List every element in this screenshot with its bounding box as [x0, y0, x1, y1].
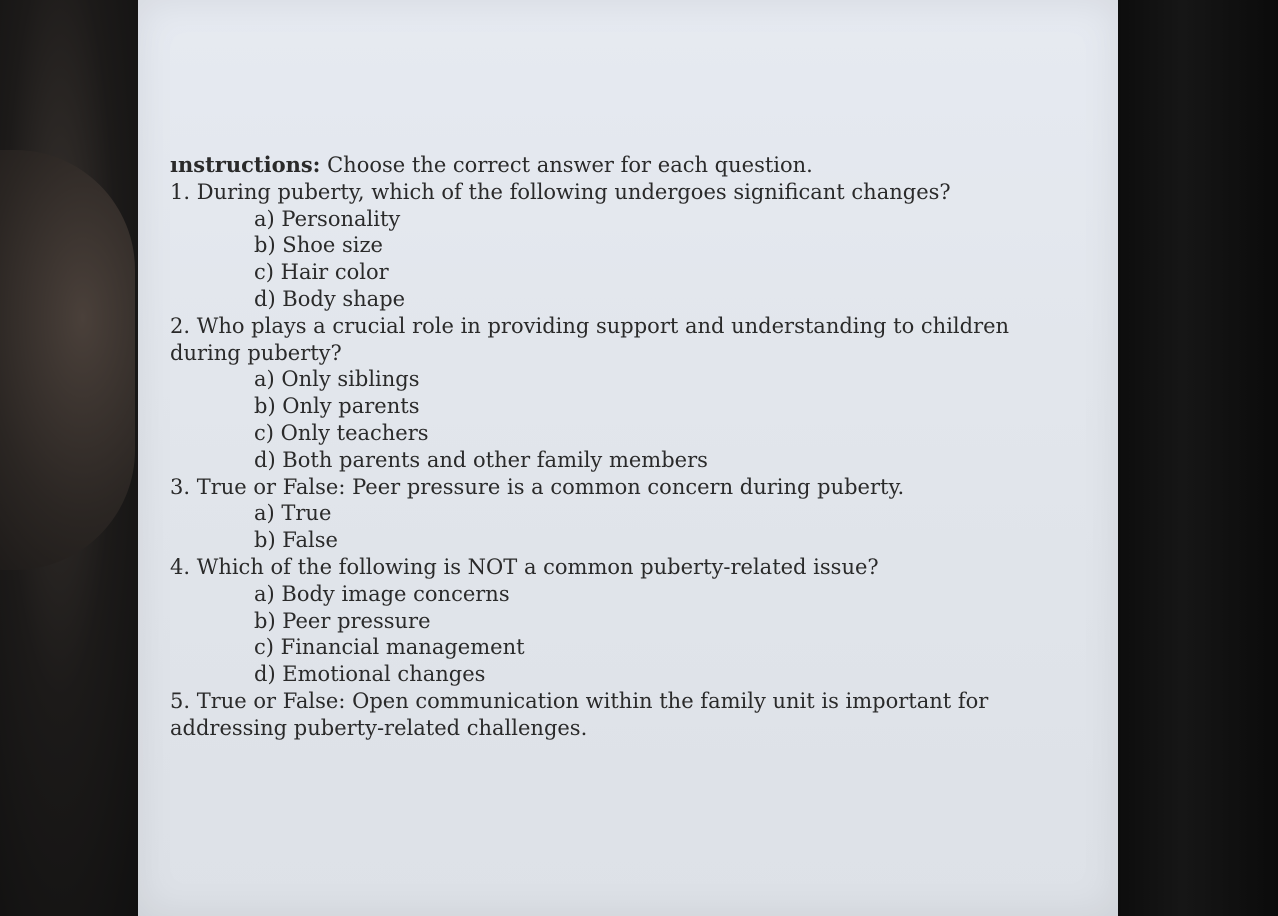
question-5: [170, 688, 1090, 715]
question-number: 3.: [170, 474, 191, 499]
question-text: Which of the following is NOT a common puberty-related issue?: [196, 554, 879, 579]
option-1d: d) Body shape: [254, 286, 406, 311]
instructions-line: [170, 152, 1090, 179]
option-4d: d) Emotional changes: [254, 662, 486, 687]
option-1b: b) Shoe size: [254, 233, 383, 258]
question-number: 5.: [170, 688, 191, 713]
option-1c: c) Hair color: [254, 260, 389, 285]
option-3a: a) True: [254, 501, 332, 526]
question-number: 4.: [170, 554, 191, 579]
question-1: [170, 179, 1090, 206]
option-2a: a) Only siblings: [254, 367, 420, 392]
question-text-line1: True or False: Open communication within the family unit is important for: [196, 688, 989, 713]
instructions-text: Choose the correct answer for each question.: [320, 153, 813, 177]
question-4: [170, 554, 1090, 581]
option-2d: d) Both parents and other family members: [254, 447, 708, 472]
question-2: [170, 313, 1090, 340]
worksheet-content: [170, 152, 1090, 742]
background-right: [1118, 0, 1278, 916]
finger-shadow: [0, 150, 135, 570]
question-5-line2: addressing puberty-related challenges.: [170, 715, 588, 740]
question-3: [170, 474, 1090, 501]
option-4b: b) Peer pressure: [254, 608, 431, 633]
question-2-line2: during puberty?: [170, 340, 342, 365]
option-1a: a) Personality: [254, 206, 401, 231]
option-2b: b) Only parents: [254, 394, 420, 419]
option-2c: c) Only teachers: [254, 420, 429, 445]
option-4a: a) Body image concerns: [254, 581, 510, 606]
question-number: 1.: [170, 179, 191, 204]
question-text-line1: Who plays a crucial role in providing support and understanding to children: [196, 313, 1010, 338]
question-text: During puberty, which of the following undergoes significant changes?: [196, 179, 951, 204]
option-4c: c) Financial management: [254, 635, 525, 660]
question-text: True or False: Peer pressure is a common concern during puberty.: [196, 474, 905, 499]
option-3b: b) False: [254, 528, 338, 553]
instructions-label: ınstructions:: [170, 152, 321, 177]
question-number: 2.: [170, 313, 191, 338]
